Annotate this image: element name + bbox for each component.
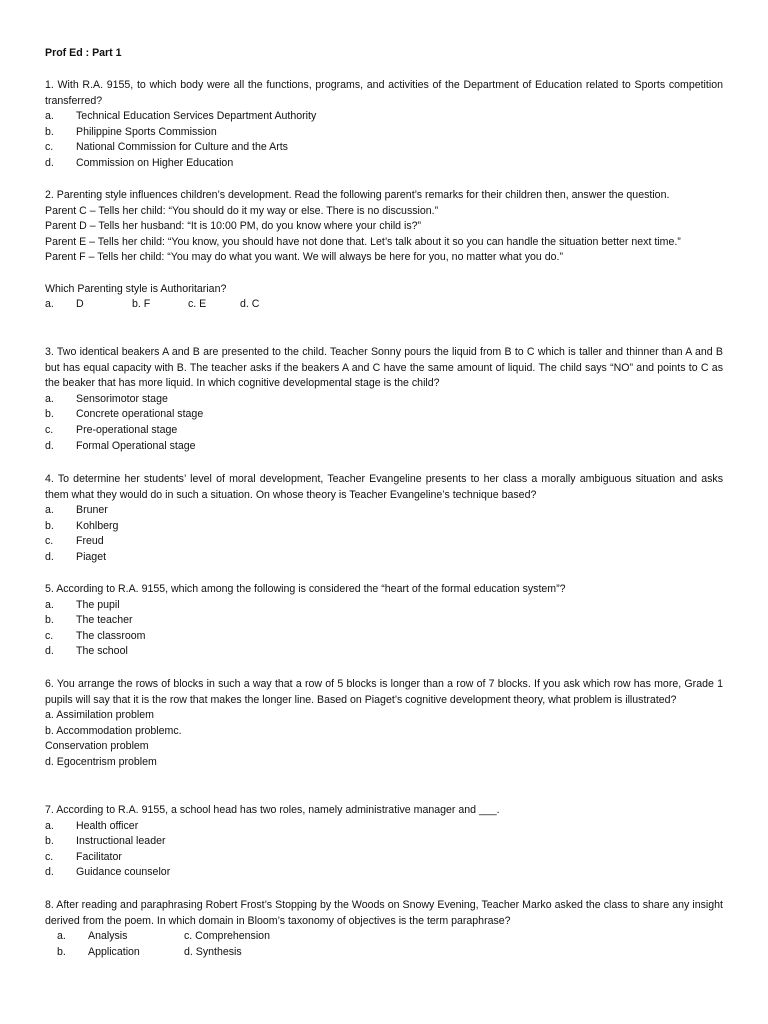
question-1	[45, 78, 723, 172]
question-8	[45, 898, 723, 960]
option-c: c. National Commission for Culture and the Arts	[45, 141, 288, 154]
option-d: d. The school	[45, 645, 128, 658]
parent-remark: Parent D – Tells her husband: “It is 10:00 PM, do you know where your child is?”	[45, 220, 422, 233]
option-d: d. Guidance counselor	[45, 866, 171, 879]
question-6	[45, 677, 723, 771]
option-c: c. Pre-operational stage	[45, 423, 178, 436]
option-line: a. Assimilation problem	[45, 709, 154, 722]
option-d: d. Piaget	[45, 550, 107, 563]
option-b: b. Philippine Sports Commission	[45, 125, 217, 138]
parent-remark: Parent E – Tells her child: “You know, you should have not done that. Let’s talk about it so you can handle the situation better next time.”	[45, 235, 681, 248]
option-line: d. Egocentrism problem	[45, 755, 157, 768]
option-b: b. Concrete operational stage	[45, 408, 204, 421]
option-line: b. Accommodation problemc.	[45, 724, 182, 737]
option-a: a. Health officer	[45, 819, 139, 832]
option-d: d. Formal Operational stage	[45, 439, 196, 452]
option-line: Conservation problem	[45, 740, 149, 753]
option-d: d. Commission on Higher Education	[45, 156, 234, 169]
option-c: c. Freud	[45, 535, 104, 548]
option-row: b. Application d. Synthesis	[57, 945, 242, 958]
option-a: a. Sensorimotor stage	[45, 392, 168, 405]
question-prompt: Which Parenting style is Authoritarian?	[45, 282, 227, 295]
question-3	[45, 345, 723, 454]
question-7	[45, 803, 723, 881]
question-stem: 2. Parenting style influences children’s development. Read the following parent’s remarks for their children then, answer the question.	[45, 189, 670, 201]
parent-remark: Parent F – Tells her child: “You may do what you want. We will always be here for you, no matter what you do.”	[45, 251, 563, 264]
option-b: b. The teacher	[45, 614, 133, 627]
option-row: a. Analysis c. Comprehension	[57, 930, 270, 943]
option-a: a. The pupil	[45, 598, 120, 611]
question-stem: 7. According to R.A. 9155, a school head has two roles, namely administrative manager and ___.	[45, 804, 500, 816]
question-stem: 6. You arrange the rows of blocks in such a way that a row of 5 blocks is longer than a row of 7 blocks. If you ask which row has more, Grade 1 pupils will say that it is the row that makes the longer line. Based on Piaget’s cognitive development theory, what problem is illustrated?	[45, 678, 723, 706]
option-b: b. Kohlberg	[45, 519, 119, 532]
option-a: a. Bruner	[45, 504, 108, 517]
page-title: Prof Ed : Part 1	[45, 47, 122, 59]
option-c: c. The classroom	[45, 629, 146, 642]
question-stem: 8. After reading and paraphrasing Robert Frost’s Stopping by the Woods on Snowy Evening, Teacher Marko asked the class to share any insight derived from the poem. In which domain in Bloom’s taxonomy of objectives is the term paraphrase?	[45, 899, 723, 927]
question-stem: 1. With R.A. 9155, to which body were all the functions, programs, and activities of the Department of Education related to Sports competition transferred?	[45, 79, 723, 107]
option-c: c. Facilitator	[45, 850, 122, 863]
question-stem: 5. According to R.A. 9155, which among the following is considered the “heart of the formal education system”?	[45, 583, 566, 595]
question-5	[45, 582, 723, 660]
question-stem: 4. To determine her students’ level of moral development, Teacher Evangeline presents to her class a morally ambiguous situation and asks them what they would do in such a situation. On whose theory is Teacher Evangeline’s technique based?	[45, 473, 723, 501]
question-2	[45, 188, 723, 313]
option-a: a. Technical Education Services Department Authority	[45, 110, 317, 123]
question-4	[45, 472, 723, 566]
question-stem: 3. Two identical beakers A and B are presented to the child. Teacher Sonny pours the liquid from B to C which is taller and thinner than A and B but has equal capacity with B. The teacher asks if the beakers A and C have the same amount of liquid. The child says “NO” and points to C as the beaker that has more liquid. In which cognitive developmental stage is the child?	[45, 346, 723, 390]
inline-options: a. D b. F c. E d. C	[45, 298, 260, 311]
parent-remark: Parent C – Tells her child: “You should do it my way or else. There is no discussion.”	[45, 204, 439, 217]
option-b: b. Instructional leader	[45, 835, 166, 848]
